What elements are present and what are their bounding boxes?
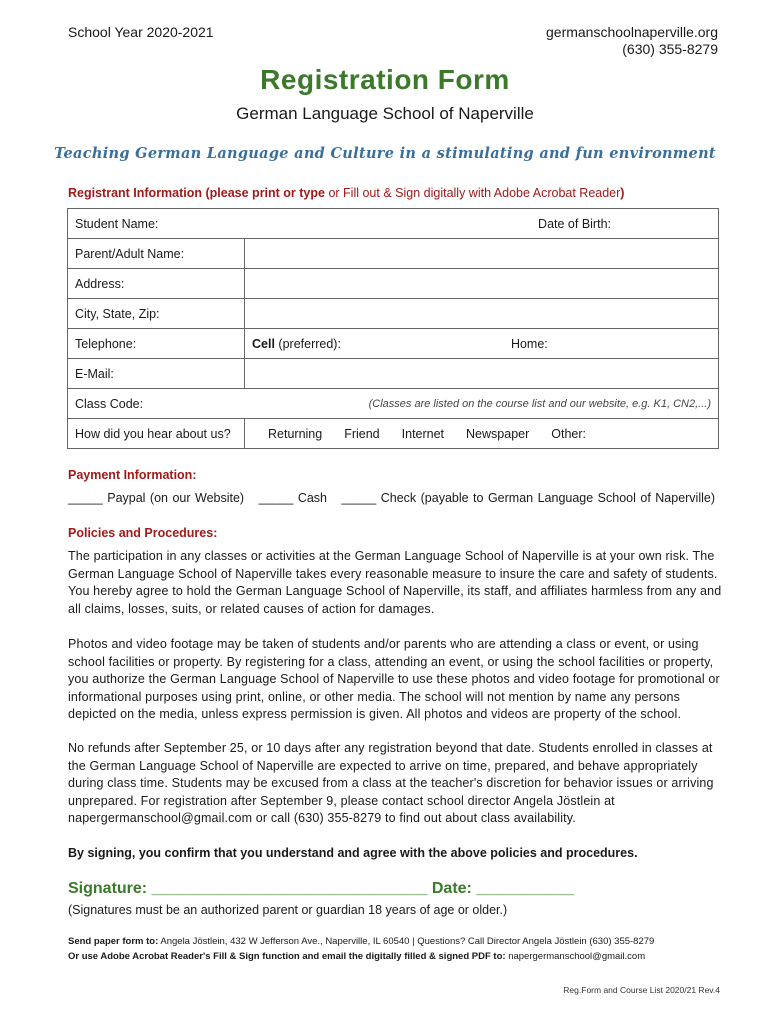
parent-name-label: Parent/Adult Name: — [68, 239, 245, 269]
city-label: City, State, Zip: — [68, 299, 245, 329]
row-address — [68, 269, 719, 299]
home-label: Home: — [510, 336, 548, 351]
cell-label — [252, 337, 341, 351]
class-code-field[interactable] — [68, 389, 719, 419]
footer-revision: Reg.Form and Course List 2020/21 Rev.4 — [563, 985, 720, 995]
student-name-label: Student Name: — [75, 216, 159, 231]
payment-options — [68, 491, 715, 505]
option-friend[interactable]: Friend — [344, 426, 380, 441]
cell-label-bold: Cell — [252, 336, 275, 351]
school-year: School Year 2020-2021 — [68, 24, 214, 40]
telephone-field[interactable] — [245, 329, 719, 359]
row-parent — [68, 239, 719, 269]
parent-name-field[interactable] — [245, 239, 719, 269]
registrant-heading-bold: Registrant Information (please print or type — [68, 186, 325, 200]
row-class-code — [68, 389, 719, 419]
class-code-label: Class Code: — [75, 396, 144, 411]
policy-paragraph-photos: Photos and video footage may be taken of students and/or parents who are attending a class or event, or using school facilities or property. By registering for a class, attending an event, or using the school facilities or property, you authorize the German Language School of Naperville to use these photos and video footage for promotional or informational purposes using print, online, or other media. The school will not mention by name any persons depicted on the media, unless express permission is given. All photos and videos are property of the school. — [68, 637, 720, 722]
signature-line[interactable]: Signature: _______________________________ Date: ___________ — [68, 880, 575, 897]
row-city — [68, 299, 719, 329]
option-internet[interactable]: Internet — [401, 426, 445, 441]
hear-about-field[interactable] — [245, 419, 719, 449]
row-hear-about — [68, 419, 719, 449]
student-name-field[interactable] — [68, 209, 719, 239]
hear-about-label: How did you hear about us? — [68, 419, 245, 449]
row-telephone — [68, 329, 719, 359]
send-email-line — [68, 951, 645, 962]
row-student — [68, 209, 719, 239]
payment-heading: Payment Information: — [68, 468, 197, 482]
payment-paypal[interactable]: _____ Paypal (on our Website) — [68, 491, 245, 505]
send-paper-rest: Angela Jöstlein, 432 W Jefferson Ave., Naperville, IL 60540 | Questions? Call Director Angela Jöstlein (630) 355-8279 — [158, 936, 655, 947]
policies-heading: Policies and Procedures: — [68, 526, 218, 540]
email-label: E-Mail: — [68, 359, 245, 389]
registrant-heading-rest: or Fill out & Sign digitally with Adobe Acrobat Reader — [324, 186, 621, 200]
policy-paragraph-risk: The participation in any classes or activities at the German Language School of Naperville is at your own risk. The German Language School of Naperville takes every reasonable measure to insure the care and safety of students. You hereby agree to hold the German Language School of Naperville, its staff, and affiliates harmless from any and all claims, losses, suits, or related causes of action for damages. — [68, 549, 722, 616]
option-newspaper[interactable]: Newspaper — [466, 426, 530, 441]
tagline: Teaching German Language and Culture in a stimulating and fun environment — [54, 145, 716, 162]
email-field[interactable] — [245, 359, 719, 389]
address-label: Address: — [68, 269, 245, 299]
dob-label: Date of Birth: — [538, 216, 611, 231]
send-email-bold: Or use Adobe Acrobat Reader's Fill & Sign function and email the digitally filled & signed PDF to: — [68, 951, 506, 962]
policy-paragraph-refunds: No refunds after September 25, or 10 days after any registration beyond that date. Students enrolled in classes at the German Language School of Naperville are expected to arrive on time, prepared, and behave appropriately during class time. Students may be excused from a class at the teacher's discretion for behavior issues or arriving unprepared. For registration after September 9, please contact school director Angela Jöstlein at napergermanschool@gmail.com or call (630) 355-8279 to find out about class availability. — [68, 741, 714, 826]
registrant-table — [67, 208, 719, 449]
agreement-statement: By signing, you confirm that you understand and agree with the above policies and procedures. — [68, 846, 638, 860]
telephone-label: Telephone: — [68, 329, 245, 359]
signature-note: (Signatures must be an authorized parent or guardian 18 years of age or older.) — [68, 903, 508, 917]
address-field[interactable] — [245, 269, 719, 299]
phone-number: (630) 355-8279 — [622, 41, 718, 57]
class-code-hint: (Classes are listed on the course list and our website, e.g. K1, CN2,...) — [368, 397, 711, 410]
send-paper-bold: Send paper form to: — [68, 936, 159, 947]
send-paper-line — [68, 936, 654, 947]
registrant-heading — [68, 186, 624, 200]
city-field[interactable] — [245, 299, 719, 329]
school-name: German Language School of Naperville — [236, 104, 534, 123]
send-email-address[interactable]: napergermanschool@gmail.com — [505, 951, 646, 962]
page-title: Registration Form — [260, 64, 510, 95]
option-returning[interactable]: Returning — [268, 426, 323, 441]
registrant-heading-close: ) — [620, 186, 625, 200]
payment-check[interactable]: _____ Check (payable to German Language School of Naperville) — [341, 491, 716, 505]
option-other[interactable]: Other: — [551, 426, 587, 441]
row-email — [68, 359, 719, 389]
cell-label-rest: (preferred): — [274, 336, 341, 351]
payment-cash[interactable]: _____ Cash — [258, 491, 328, 505]
contact-block — [546, 24, 718, 58]
website-link[interactable]: germanschoolnaperville.org — [546, 24, 718, 40]
